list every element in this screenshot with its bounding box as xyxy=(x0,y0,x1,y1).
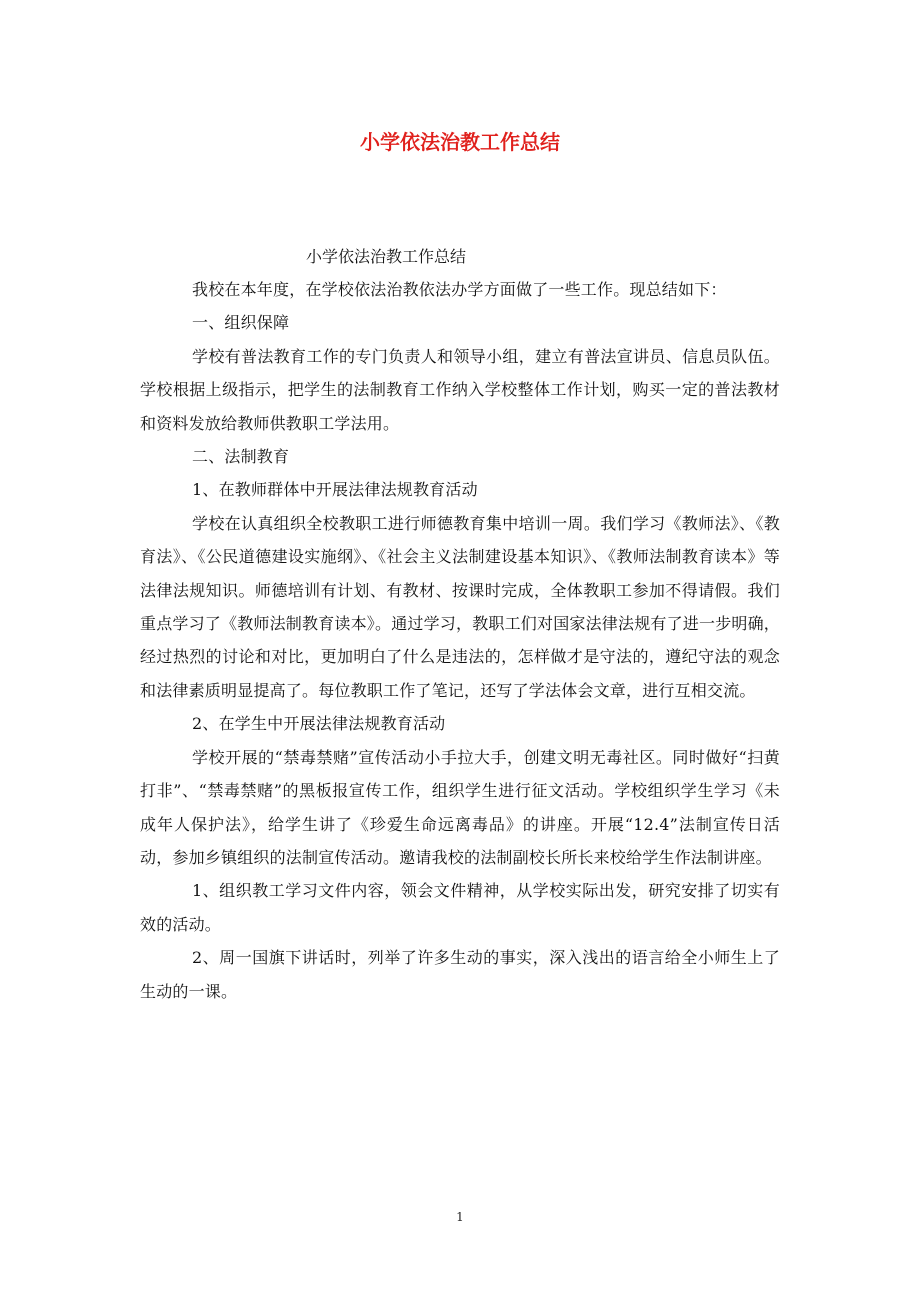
heading-legal-education: 二、法制教育 xyxy=(192,447,290,467)
document-subtitle: 小学依法治教工作总结 xyxy=(306,247,467,266)
document-body xyxy=(140,240,780,1008)
paragraph-item-2: 2、周一国旗下讲话时，列举了许多生动的事实，深入浅出的语言给全小师生上了生动的一课。 xyxy=(140,948,780,1001)
paragraph-intro: 我校在本年度，在学校依法治教依法办学方面做了一些工作。现总结如下： xyxy=(192,280,727,299)
page-number: 1 xyxy=(456,1210,464,1224)
paragraph-item-1: 1、组织教工学习文件内容，领会文件精神，从学校实际出发，研究安排了切实有效的活动。 xyxy=(140,881,780,934)
paragraph-student-education: 学校开展的“禁毒禁赌”宣传活动小手拉大手，创建文明无毒社区。同时做好“扫黄打非”、“禁毒禁赌”的黑板报宣传工作，组织学生进行征文活动。学校组织学生学习《未成年人保护法》，给学生讲了《珍爱生命远离毒品》的讲座。开展“12.4”法制宣传日活动，参加乡镇组织的法制宣传活动。邀请我校的法制副校长所长来校给学生作法制讲座。 xyxy=(140,747,780,867)
document-title: 小学依法治教工作总结 xyxy=(360,130,560,154)
paragraph-organization: 学校有普法教育工作的专门负责人和领导小组，建立有普法宣讲员、信息员队伍。学校根据上级指示，把学生的法制教育工作纳入学校整体工作计划，购买一定的普法教材和资料发放给教师供教职工学法用。 xyxy=(140,346,780,433)
paragraph-teacher-education: 学校在认真组织全校教职工进行师德教育集中培训一周。我们学习《教师法》、《教育法》、《公民道德建设实施纲》、《社会主义法制建设基本知识》、《教师法制教育读本》等法律法规知识。师德培训有计划、有教材、按课时完成，全体教职工参加不得请假。我们重点学习了《教师法制教育读本》。通过学习，教职工们对国家法律法规有了进一步明确，经过热烈的讨论和对比，更加明白了什么是违法的，怎样做才是守法的，遵纪守法的观念和法律素质明显提高了。每位教职工作了笔记，还写了学法体会文章，进行互相交流。 xyxy=(140,513,781,700)
heading-organization: 一、组织保障 xyxy=(192,313,290,333)
heading-teacher-education: 1、在教师群体中开展法律法规教育活动 xyxy=(192,480,478,500)
heading-student-education: 2、在学生中开展法律法规教育活动 xyxy=(192,714,446,734)
